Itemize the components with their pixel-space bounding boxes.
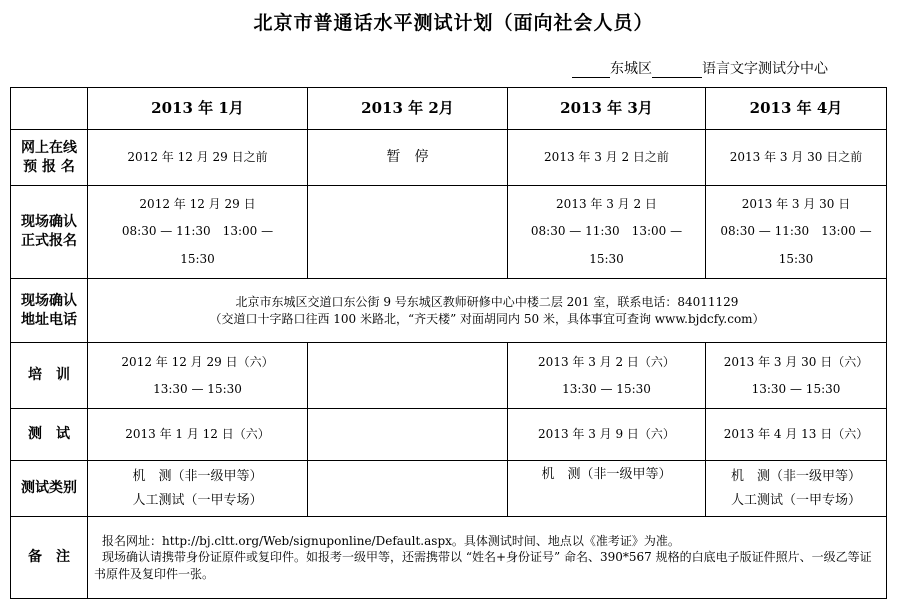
confirm-jan: 2012 年 12 月 29 日 08:30 — 11:30 13:00 — 15:30 bbox=[88, 186, 308, 279]
training-apr: 2013 年 3 月 30 日（六） 13:30 — 15:30 bbox=[706, 343, 887, 409]
row-label-address: 现场确认 地址电话 bbox=[11, 279, 88, 343]
online-feb: 暂 停 bbox=[308, 130, 508, 186]
underline-blank bbox=[572, 62, 610, 78]
underline-blank bbox=[652, 62, 702, 78]
online-registration-row bbox=[11, 130, 887, 186]
address-row bbox=[11, 279, 887, 343]
subtitle bbox=[572, 58, 828, 78]
training-feb bbox=[308, 343, 508, 409]
district-name: 东城区 bbox=[610, 61, 652, 77]
category-feb bbox=[308, 461, 508, 517]
test-row bbox=[11, 409, 887, 461]
onsite-confirm-row bbox=[11, 186, 887, 279]
online-apr: 2013 年 3 月 30 日之前 bbox=[706, 130, 887, 186]
remarks-row bbox=[11, 517, 887, 599]
category-row bbox=[11, 461, 887, 517]
month-header-1: 2013 年 1月 bbox=[88, 88, 308, 130]
corner-cell bbox=[11, 88, 88, 130]
remarks-website: 报名网址：http://bj.cltt.org/Web/signuponline/Default.aspx。具体测试时间、地点以《准考证》为准。 bbox=[102, 534, 680, 549]
confirm-apr: 2013 年 3 月 30 日 08:30 — 11:30 13:00 — 15:30 bbox=[706, 186, 887, 279]
page-title: 北京市普通话水平测试计划（面向社会人员） bbox=[253, 12, 654, 34]
remarks-requirements: 现场确认请携带身份证原件或复印件。如报考一级甲等，还需携带以 “姓名+身份证号” 命名、390*567 规格的白底电子版证件照片、一级乙等证书原件及复印件一张。 bbox=[94, 550, 872, 581]
test-apr: 2013 年 4 月 13 日（六） bbox=[706, 409, 887, 461]
training-mar: 2013 年 3 月 2 日（六） 13:30 — 15:30 bbox=[508, 343, 706, 409]
online-jan: 2012 年 12 月 29 日之前 bbox=[88, 130, 308, 186]
training-jan: 2012 年 12 月 29 日（六） 13:30 — 15:30 bbox=[88, 343, 308, 409]
address-line: 北京市东城区交道口东公街 9 号东城区教师研修中心中楼二层 201 室，联系电话：84011129 bbox=[235, 295, 739, 310]
test-feb bbox=[308, 409, 508, 461]
row-label-online: 网上在线 预 报 名 bbox=[11, 130, 88, 186]
address-directions: （交道口十字路口往西 100 米路北，“齐天楼” 对面胡同内 50 米，具体事宜可查询 www.bjdcfy.com） bbox=[209, 311, 765, 326]
category-mar: 机 测（非一级甲等） bbox=[508, 461, 706, 517]
row-label-category: 测试类别 bbox=[11, 461, 88, 517]
category-jan: 机 测（非一级甲等） 人工测试（一甲专场） bbox=[88, 461, 308, 517]
month-header-4: 2013 年 4月 bbox=[706, 88, 887, 130]
online-mar: 2013 年 3 月 2 日之前 bbox=[508, 130, 706, 186]
training-row bbox=[11, 343, 887, 409]
center-name: 语言文字测试分中心 bbox=[702, 61, 828, 77]
confirm-mar: 2013 年 3 月 2 日 08:30 — 11:30 13:00 — 15:30 bbox=[508, 186, 706, 279]
row-label-test: 测 试 bbox=[11, 409, 88, 461]
remarks-text bbox=[88, 517, 887, 599]
schedule-table bbox=[10, 87, 887, 599]
test-mar: 2013 年 3 月 9 日（六） bbox=[508, 409, 706, 461]
row-label-remarks: 备 注 bbox=[11, 517, 88, 599]
address-info bbox=[88, 279, 887, 343]
confirm-feb bbox=[308, 186, 508, 279]
month-header-3: 2013 年 3月 bbox=[508, 88, 706, 130]
row-label-training: 培 训 bbox=[11, 343, 88, 409]
month-header-2: 2013 年 2月 bbox=[308, 88, 508, 130]
category-apr: 机 测（非一级甲等） 人工测试（一甲专场） bbox=[706, 461, 887, 517]
row-label-confirm: 现场确认 正式报名 bbox=[11, 186, 88, 279]
header-row bbox=[11, 88, 887, 130]
test-jan: 2013 年 1 月 12 日（六） bbox=[88, 409, 308, 461]
